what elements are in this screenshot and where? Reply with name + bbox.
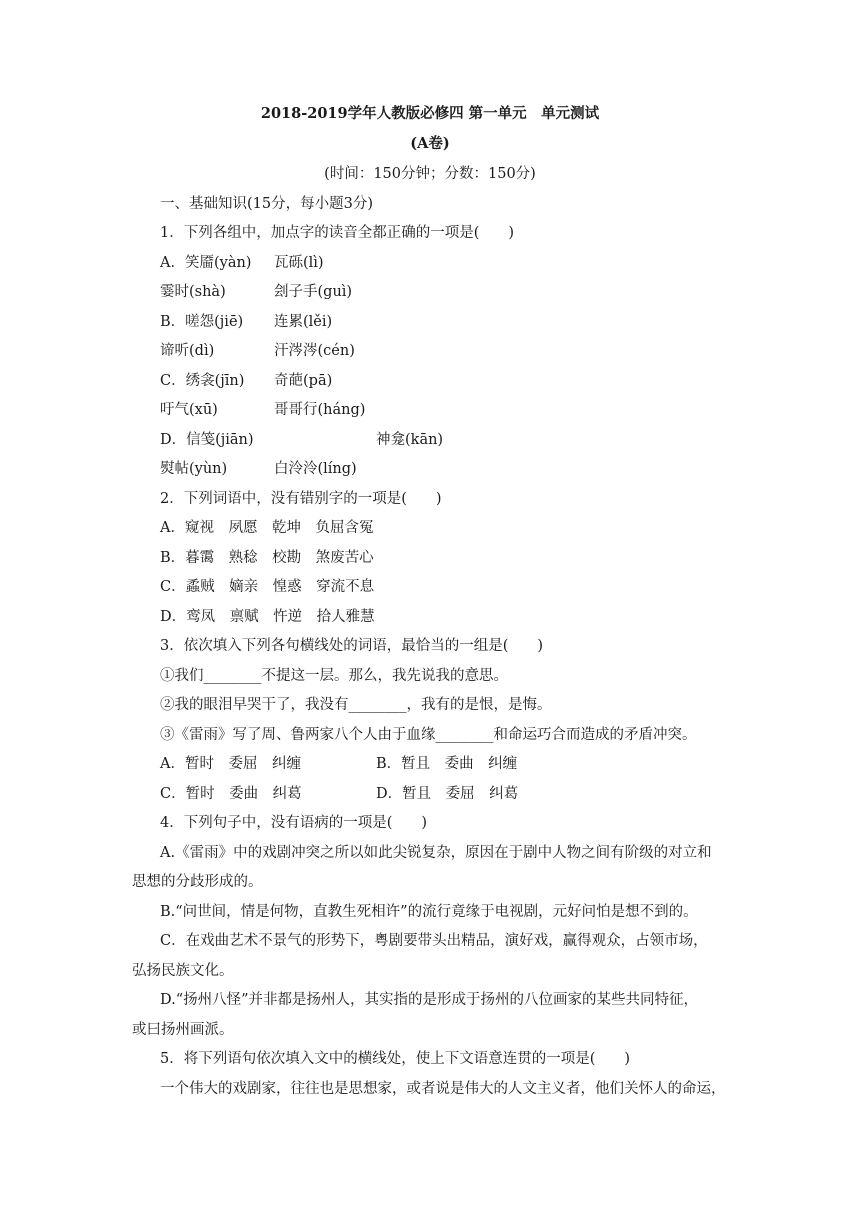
q4-option-c-line-2: 弘扬民族文化。 — [132, 963, 234, 979]
q1-option-a-4: 刽子手(guì) — [274, 284, 353, 300]
question-1-stem: 1．下列各组中，加点字的读音全都正确的一项是( ) — [160, 225, 515, 241]
q4-option-b: B.“问世间，情是何物，直教生死相许”的流行竟缘于电视剧，元好问怕是想不到的。 — [160, 904, 698, 920]
q1-option-d-2: 神龛(kān) — [376, 432, 444, 448]
q3-option-d: D．暂且 委屈 纠葛 — [376, 786, 519, 802]
q4-option-d-line-1: D.“扬州八怪”并非都是扬州人，其实指的是形成于扬州的八位画家的某些共同特征， — [160, 992, 699, 1008]
q3-sentence-2: ②我的眼泪早哭干了，我没有________，我有的是恨，是悔。 — [160, 697, 552, 713]
q1-option-c-3: 吁气(xū) — [160, 402, 218, 418]
q5-passage-line-1: 一个伟大的戏剧家，往往也是思想家，或者说是伟大的人文主义者，他们关怀人的命运， — [160, 1081, 726, 1097]
q2-option-c: C．蟊贼 嫡亲 惶惑 穿流不息 — [160, 579, 375, 595]
q4-option-d-line-2: 或曰扬州画派。 — [132, 1022, 234, 1038]
q1-option-a-3: 霎时(shà) — [160, 284, 226, 300]
exam-meta: (时间：150分钟；分数：150分) — [324, 166, 536, 182]
question-4-stem: 4．下列句子中，没有语病的一项是( ) — [160, 815, 428, 831]
q1-option-c-1: C．绣衾(jīn) — [160, 373, 245, 389]
q1-option-b-1: B．嗟怨(jiē) — [160, 314, 244, 330]
q3-option-b: B．暂且 委曲 纠缠 — [376, 756, 518, 772]
q4-option-c-line-1: C．在戏曲艺术不景气的形势下，粤剧要带头出精品，演好戏，赢得观众，占领市场， — [160, 933, 708, 949]
q3-sentence-1: ①我们________不提这一层。那么，我先说我的意思。 — [160, 668, 508, 684]
question-5-stem: 5．将下列语句依次填入文中的横线处，使上下文语意连贯的一项是( ) — [160, 1051, 631, 1067]
section-heading: 一、基础知识(15分，每小题3分) — [160, 196, 373, 212]
q1-option-d-4: 白泠泠(líng) — [274, 461, 357, 477]
q1-option-b-4: 汗涔涔(cén) — [274, 343, 355, 359]
q4-option-a-line-2: 思想的分歧形成的。 — [132, 874, 263, 890]
q1-option-d-1: D．信笺(jiān) — [160, 432, 254, 448]
question-2-stem: 2．下列词语中，没有错别字的一项是( ) — [160, 491, 442, 507]
q3-sentence-3: ③《雷雨》写了周、鲁两家八个人由于血缘________和命运巧合而造成的矛盾冲突。 — [160, 727, 697, 743]
q3-option-a: A．暂时 委屈 纠缠 — [160, 756, 301, 772]
question-3-stem: 3．依次填入下列各句横线处的词语，最恰当的一组是( ) — [160, 638, 544, 654]
q2-option-a: A．窥视 夙愿 乾坤 负屈含冤 — [160, 520, 374, 536]
q4-option-a-line-1: A.《雷雨》中的戏剧冲突之所以如此尖锐复杂，原因在于剧中人物之间有阶级的对立和 — [160, 845, 712, 861]
q1-option-a-1: A．笑靥(yàn) — [160, 255, 252, 271]
q3-option-c: C．暂时 委曲 纠葛 — [160, 786, 302, 802]
q1-option-a-2: 瓦砾(lì) — [274, 255, 324, 271]
page-title: 2018-2019学年人教版必修四 第一单元 单元测试 — [260, 105, 600, 122]
q1-option-c-2: 奇葩(pā) — [274, 373, 333, 389]
q1-option-b-3: 谛听(dì) — [160, 343, 215, 359]
q2-option-d: D．鸾凤 禀赋 忤逆 拾人雅慧 — [160, 609, 375, 625]
q1-option-b-2: 连累(lěi) — [274, 314, 333, 330]
q2-option-b: B．暮霭 熟稔 校勘 煞废苦心 — [160, 550, 374, 566]
q1-option-d-3: 熨帖(yùn) — [160, 461, 228, 477]
q1-option-c-4: 哥哥行(háng) — [274, 402, 366, 418]
paper-version: (A卷) — [410, 135, 450, 152]
